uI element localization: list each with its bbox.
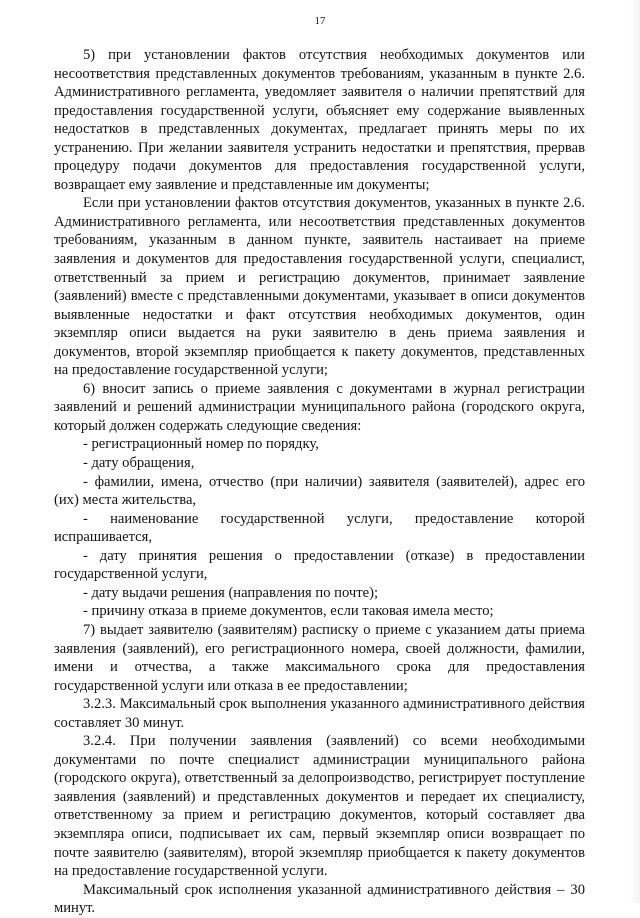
scan-edge-shadow	[630, 0, 640, 903]
list-item: - дату обращения,	[83, 455, 195, 472]
document-body	[54, 46, 585, 918]
list-item: - дату принятия решения о предоставлении (отказе) в предоставлении государственной услуги,	[54, 547, 585, 583]
paragraph-missing-documents: Если при установлении фактов отсутствия документов, указанных в пункте 2.6. Административного регламента, или несоответствия представленных документов требованиям, указанным в данном пункте, заявитель настаивает на приеме заявления и документов для предоставления государственной услуги, специалист, ответственный за прием и регистрацию документов, принимает заявление (заявлений) вместе с представленными документами, указывает в описи документов выявленные недостатки и факт отсутствия необходимых документов, один экземпляр описи выдается на руки заявителю в день приема заявления и документов, второй экземпляр приобщается к пакету документов, представленных на предоставление государственной услуги;	[54, 195, 585, 379]
list-item: - регистрационный номер по порядку,	[83, 436, 319, 453]
paragraph-item-7: 7) выдает заявителю (заявителям) расписку о приеме с указанием даты приема заявления (заявлений), его регистрационного номера, своей должности, фамилии, имени и отчества, а также максимального срока для предоставления государственной услуги или отказа в ее предоставлении;	[54, 621, 585, 694]
list-item: - дату выдачи решения (направления по почте);	[83, 584, 379, 601]
paragraph-item-5: 5) при установлении фактов отсутствия необходимых документов или несоответствия представленных документов требованиям, указанным в пункте 2.6. Административного регламента, уведомляет заявителя о наличии препятствий для предоставления государственной услуги, объясняет ему содержание выявленных недостатков в представленных документах, предлагает принять меры по их устранению. При желании заявителя устранить недостатки и препятствия, прервав процедуру подачи документов для предоставления государственной услуги, возвращает ему заявление и представленные им документы;	[54, 47, 585, 193]
paragraph-3-2-4: 3.2.4. При получении заявления (заявлений) со всеми необходимыми документами по почте специалист администрации муниципального района (городского округа), ответственный за делопроизводство, регистрирует поступление заявления (заявлений) и представленных документов и передает их специалисту, ответственному за прием и регистрацию документов, который составляет два экземпляра описи, подписывает их сам, первый экземпляр описи возвращает по почте заявителю (заявителям), второй экземпляр приобщается к пакету документов на предоставление государственной услуги.	[54, 733, 585, 880]
list-item: - наименование государственной услуги, предоставление которой испрашивается,	[54, 510, 585, 546]
paragraph-item-6: 6) вносит запись о приеме заявления с документами в журнал регистрации заявлений и решений администрации муниципального района (городского округа, который должен содержать следующие сведения:	[54, 380, 585, 434]
list-item: - фамилии, имена, отчество (при наличии) заявителя (заявителей), адрес его (их) места жительства,	[54, 473, 585, 509]
page-number: 17	[314, 15, 326, 27]
paragraph-3-2-3: 3.2.3. Максимальный срок выполнения указанного административного действия составляет 30 минут.	[54, 696, 585, 731]
list-item: - причину отказа в приеме документов, если таковая имела место;	[83, 603, 494, 620]
paragraph-max-duration: Максимальный срок исполнения указанной административного действия – 30 минут.	[54, 881, 585, 917]
